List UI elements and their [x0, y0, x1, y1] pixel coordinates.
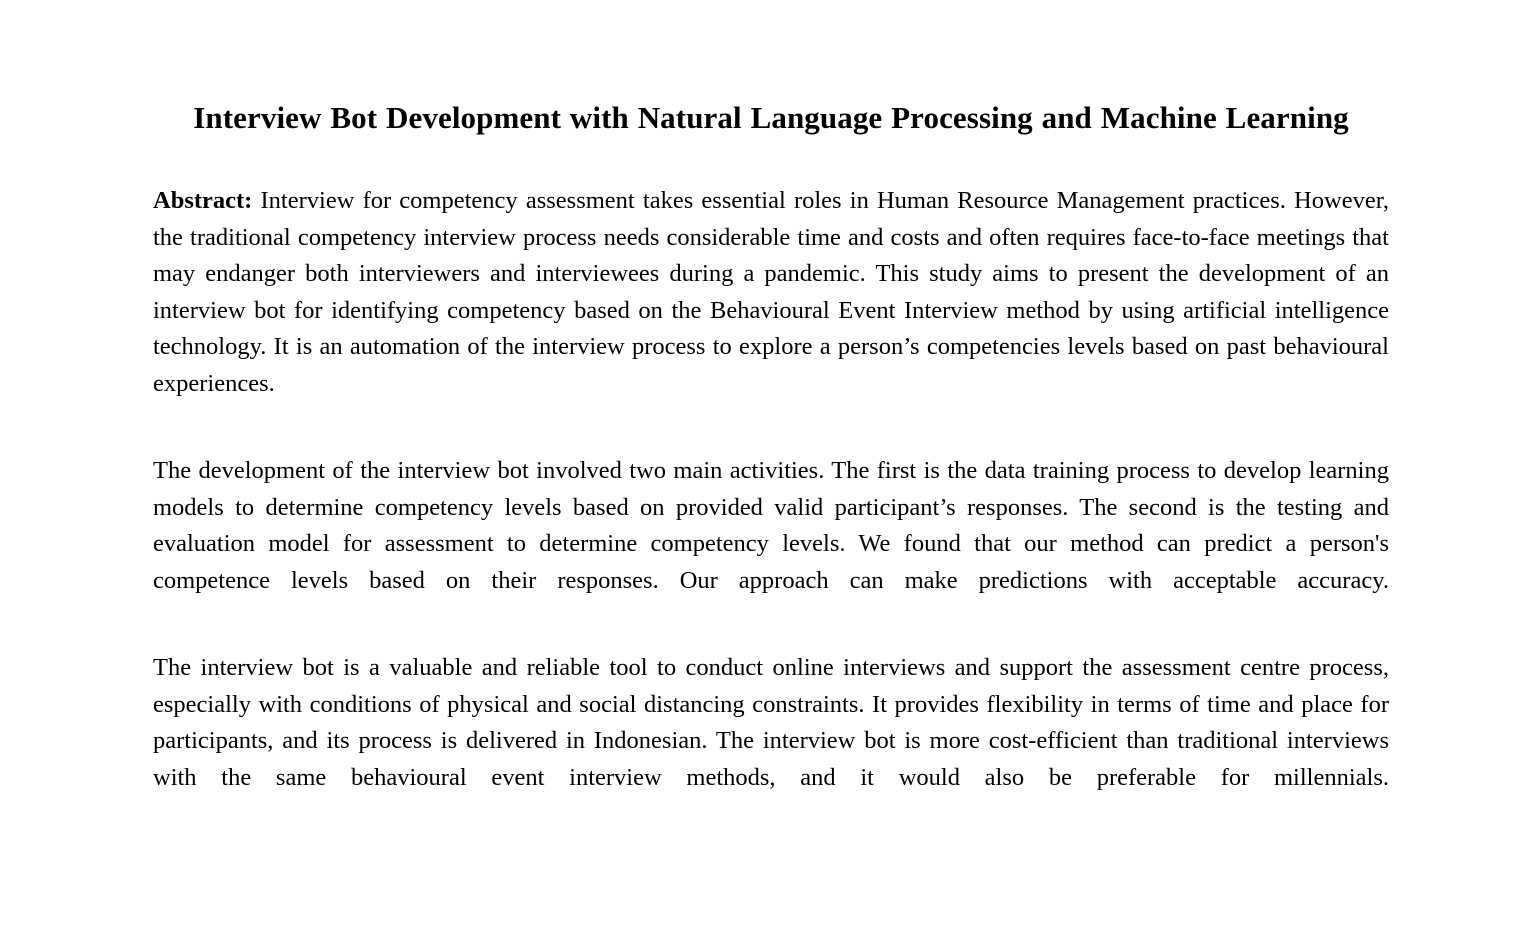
abstract-body-text: Interview for competency assessment takes essential roles in Human Resource Management practices. However, the traditional competency interview process needs considerable time and costs and often requires face-to-face meetings that may endanger both interviewers and interviewees during a pandemic. This study aims to present the development of an interview bot for identifying competency based on the Behavioural Event Interview method by using artificial intelligence technology. It is an automation of the interview process to explore a person’s competencies levels based on past behavioural experiences. — [153, 187, 1389, 397]
development-body-text: The development of the interview bot involved two main activities. The first is the data training process to develop learning models to determine competency levels based on provided valid participant’s responses. The second is the testing and evaluation model for assessment to determine competency levels. We found that our method can predict a person's competence levels based on their responses. Our approach can make predictions with acceptable accuracy. — [153, 457, 1389, 594]
document-content — [153, 0, 1389, 833]
conclusion-paragraph — [153, 650, 1389, 833]
abstract-paragraph — [153, 183, 1389, 439]
page-title: Interview Bot Development with Natural Language Processing and Machine Learning — [193, 100, 1349, 135]
development-paragraph — [153, 453, 1389, 636]
abstract-section — [153, 183, 1389, 833]
abstract-label: Abstract: — [153, 187, 253, 214]
conclusion-body-text: The interview bot is a valuable and reliable tool to conduct online interviews and support the assessment centre process, especially with conditions of physical and social distancing constraints. It provides flexibility in terms of time and place for participants, and its process is delivered in Indonesian. The interview bot is more cost-efficient than traditional interviews with the same behavioural event interview methods, and it would also be preferable for millennials. — [153, 654, 1389, 791]
